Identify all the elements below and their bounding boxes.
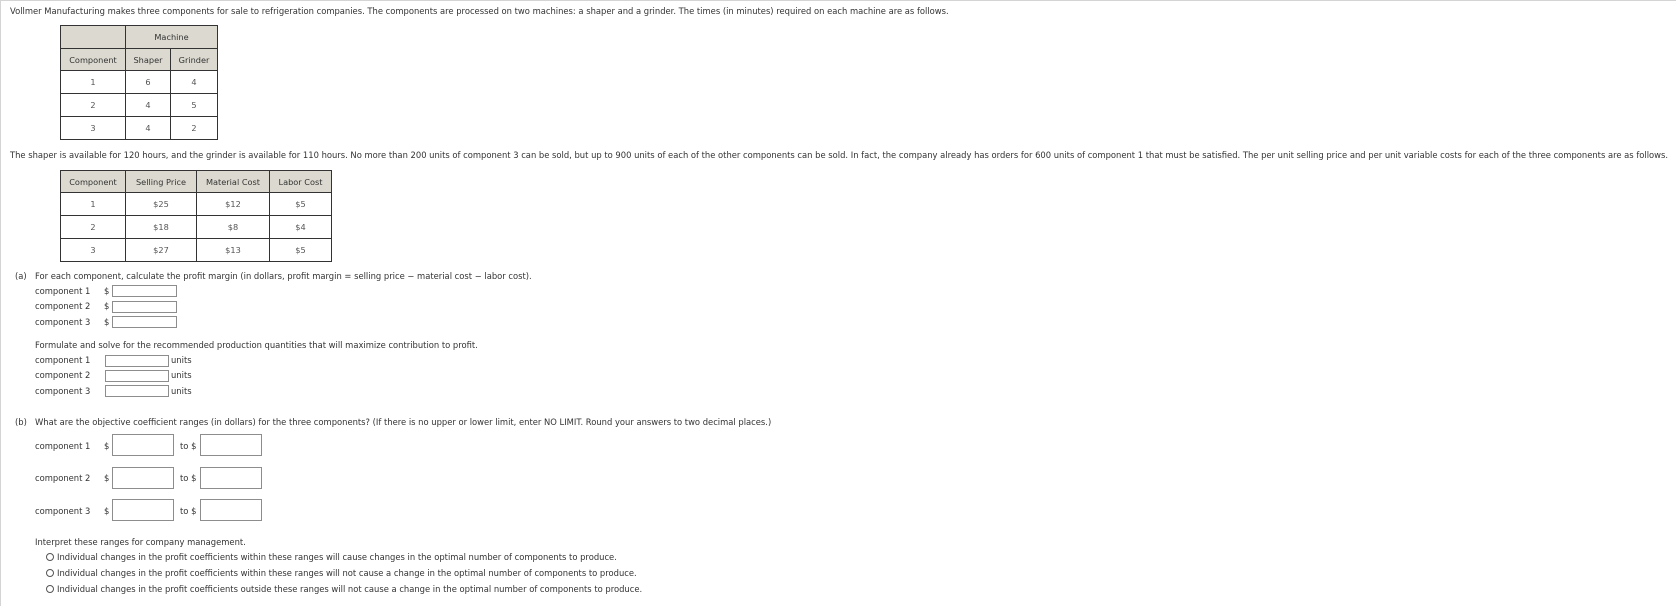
range-label-1: component 1 xyxy=(35,441,91,451)
table-row xyxy=(61,193,332,216)
radio-option-1-label[interactable]: Individual changes in the profit coefficients within these ranges will cause changes in the optimal number of components to produce. xyxy=(57,552,617,562)
units-label: units xyxy=(171,370,192,380)
radio-option-3-label[interactable]: Individual changes in the profit coefficients outside these ranges will not cause a change in the optimal number of components to produce. xyxy=(57,584,643,594)
currency-symbol: $ xyxy=(104,473,110,483)
quantity-input-1[interactable] xyxy=(105,355,169,367)
constraints-text: The shaper is available for 120 hours, and the grinder is available for 110 hours. No more than 200 units of component 3 can be sold, but up to 900 units of each of the other components can be sold. In fact, the company already has orders for 600 units of component 1 that must be satisfied. The per unit selling price and per unit variable costs for each of the three components are as follows. xyxy=(10,150,1669,160)
range-lower-input-1[interactable] xyxy=(112,434,174,456)
machine-time-table xyxy=(60,25,218,140)
cell: 4 xyxy=(126,94,171,117)
profit-margin-input-3[interactable] xyxy=(112,316,177,328)
range-lower-input-3[interactable] xyxy=(112,499,174,521)
intro-text: Vollmer Manufacturing makes three components for sale to refrigeration companies. The components are processed on two machines: a shaper and a grinder. The times (in minutes) required on each machine are as follows. xyxy=(10,6,949,16)
table-row xyxy=(61,117,218,140)
cell: 6 xyxy=(126,71,171,94)
range-upper-input-3[interactable] xyxy=(200,499,262,521)
cell: $5 xyxy=(270,193,332,216)
formulate-text: Formulate and solve for the recommended production quantities that will maximize contribution to profit. xyxy=(35,340,478,350)
profit-margin-input-1[interactable] xyxy=(112,285,177,297)
corner-cell xyxy=(61,26,126,49)
radio-option-2-label[interactable]: Individual changes in the profit coefficients within these ranges will not cause a change in the optimal number of components to produce. xyxy=(57,568,637,578)
to-label: to $ xyxy=(180,441,197,451)
cell: 2 xyxy=(61,94,126,117)
header-selling-price: Selling Price xyxy=(126,171,197,193)
quantity-label-1: component 1 xyxy=(35,355,91,365)
table-row xyxy=(61,216,332,239)
currency-symbol: $ xyxy=(104,506,110,516)
cell: $27 xyxy=(126,239,197,262)
header-component: Component xyxy=(61,171,126,193)
range-label-2: component 2 xyxy=(35,473,91,483)
cell: $12 xyxy=(197,193,270,216)
quantity-label-3: component 3 xyxy=(35,386,91,396)
profit-margin-input-2[interactable] xyxy=(112,301,177,313)
margin-label-3: component 3 xyxy=(35,317,91,327)
radio-option-3[interactable] xyxy=(46,585,54,593)
cell: $25 xyxy=(126,193,197,216)
cell: 4 xyxy=(126,117,171,140)
part-b-letter: (b) xyxy=(15,417,27,427)
cell: $5 xyxy=(270,239,332,262)
cell: 3 xyxy=(61,239,126,262)
units-label: units xyxy=(171,355,192,365)
cell: $13 xyxy=(197,239,270,262)
quantity-input-3[interactable] xyxy=(105,385,169,397)
range-upper-input-1[interactable] xyxy=(200,434,262,456)
cell: 4 xyxy=(171,71,218,94)
table-row xyxy=(61,239,332,262)
cell: 1 xyxy=(61,71,126,94)
price-cost-table xyxy=(60,170,332,262)
table-row xyxy=(61,94,218,117)
cell: $18 xyxy=(126,216,197,239)
header-shaper: Shaper xyxy=(126,49,171,71)
cell: 2 xyxy=(171,117,218,140)
margin-label-2: component 2 xyxy=(35,301,91,311)
header-grinder: Grinder xyxy=(171,49,218,71)
header-material-cost: Material Cost xyxy=(197,171,270,193)
quantity-input-2[interactable] xyxy=(105,370,169,382)
currency-symbol: $ xyxy=(104,286,110,296)
to-label: to $ xyxy=(180,473,197,483)
units-label: units xyxy=(171,386,192,396)
cell: $8 xyxy=(197,216,270,239)
range-lower-input-2[interactable] xyxy=(112,467,174,489)
margin-label-1: component 1 xyxy=(35,286,91,296)
cell: 2 xyxy=(61,216,126,239)
currency-symbol: $ xyxy=(104,301,110,311)
radio-option-2[interactable] xyxy=(46,569,54,577)
cell: 3 xyxy=(61,117,126,140)
header-component: Component xyxy=(61,49,126,71)
radio-option-1[interactable] xyxy=(46,553,54,561)
table-row xyxy=(61,71,218,94)
to-label: to $ xyxy=(180,506,197,516)
part-b-question: What are the objective coefficient ranges (in dollars) for the three components? (If there is no upper or lower limit, enter NO LIMIT. Round your answers to two decimal places.) xyxy=(35,417,772,427)
range-upper-input-2[interactable] xyxy=(200,467,262,489)
header-labor-cost: Labor Cost xyxy=(270,171,332,193)
cell: 1 xyxy=(61,193,126,216)
range-label-3: component 3 xyxy=(35,506,91,516)
interpret-text: Interpret these ranges for company management. xyxy=(35,537,246,547)
cell: 5 xyxy=(171,94,218,117)
currency-symbol: $ xyxy=(104,441,110,451)
part-a-letter: (a) xyxy=(15,271,27,281)
cell: $4 xyxy=(270,216,332,239)
currency-symbol: $ xyxy=(104,317,110,327)
machine-group-header: Machine xyxy=(126,26,218,49)
quantity-label-2: component 2 xyxy=(35,370,91,380)
part-a-question: For each component, calculate the profit margin (in dollars, profit margin = selling price − material cost − labor cost). xyxy=(35,271,532,281)
